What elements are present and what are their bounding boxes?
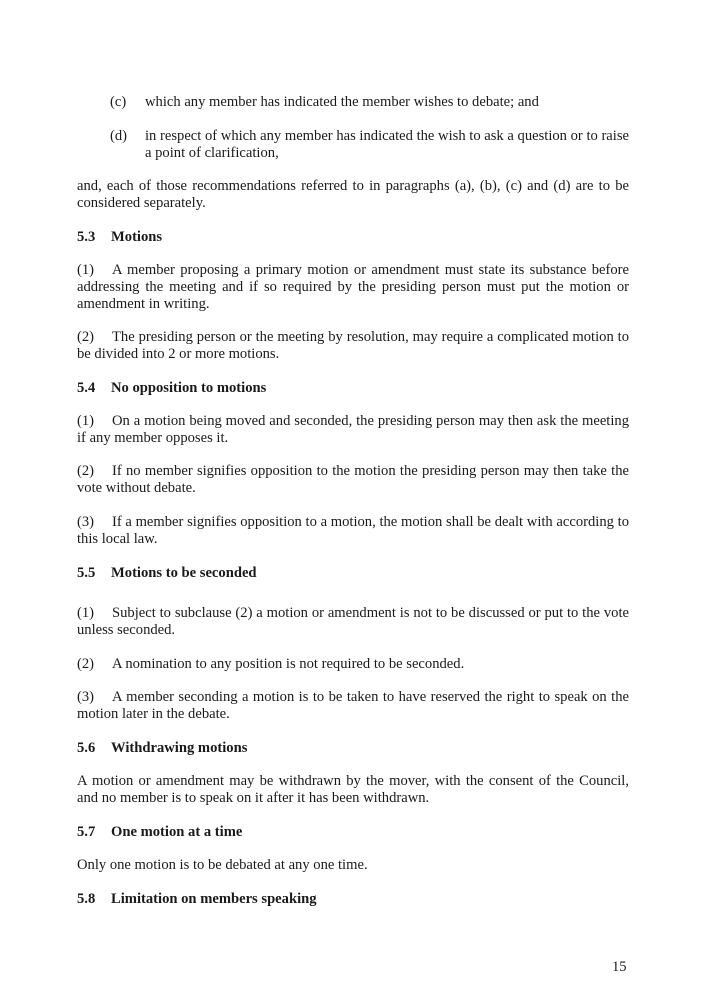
paragraph-text: The presiding person or the meeting by resolution, may require a complicated motion to be divided into 2 or more motions. [77, 329, 629, 362]
section-number: 5.6 [77, 740, 96, 756]
paragraph-number: (2) [77, 656, 95, 672]
paragraph-text: A nomination to any position is not required to be seconded. [112, 656, 465, 672]
list-item-c [110, 94, 629, 111]
section-heading-5-7 [77, 824, 242, 841]
item-text: in respect of which any member has indicated the wish to ask a question or to raise a point of clarification, [145, 128, 629, 161]
paragraph-text: A member seconding a motion is to be taken to have reserved the right to speak on the motion later in the debate. [77, 689, 629, 722]
page-number: 15 [612, 959, 627, 975]
paragraph-text: On a motion being moved and seconded, the presiding person may then ask the meeting if any member opposes it. [77, 413, 629, 446]
paragraph-number: (1) [77, 413, 95, 429]
paragraph-5-3-1 [77, 262, 629, 313]
paragraph-number: (1) [77, 262, 95, 278]
paragraph-5-5-2 [77, 656, 629, 673]
paragraph-5-4-1 [77, 413, 629, 447]
paragraph-5-6: A motion or amendment may be withdrawn by the mover, with the consent of the Council, and no member is to speak on it after it has been withdrawn. [77, 773, 629, 806]
section-heading-5-3 [77, 229, 162, 246]
paragraph-5-4-3 [77, 514, 629, 548]
paragraph-number: (2) [77, 329, 95, 345]
paragraph-text: Subject to subclause (2) a motion or amendment is not to be discussed or put to the vote unless seconded. [77, 605, 629, 638]
paragraph-text: If no member signifies opposition to the motion the presiding person may then take the vote without debate. [77, 463, 629, 496]
section-number: 5.3 [77, 229, 96, 245]
section-title: One motion at a time [111, 824, 243, 840]
paragraph-5-3-2 [77, 329, 629, 363]
paragraph-5-7: Only one motion is to be debated at any one time. [77, 857, 368, 873]
section-title: Limitation on members speaking [111, 891, 317, 907]
section-title: Motions [111, 229, 163, 245]
item-label: (c) [110, 94, 127, 110]
section-number: 5.7 [77, 824, 96, 840]
item-text: which any member has indicated the member wishes to debate; and [145, 94, 539, 110]
section-number: 5.8 [77, 891, 96, 907]
section-title: No opposition to motions [111, 380, 267, 396]
section-title: Motions to be seconded [111, 565, 257, 581]
paragraph-5-5-3 [77, 689, 629, 723]
paragraph-number: (3) [77, 689, 95, 705]
paragraph-5-5-1 [77, 605, 629, 639]
paragraph-number: (1) [77, 605, 95, 621]
list-item-d [110, 128, 629, 162]
section-heading-5-8 [77, 891, 317, 908]
paragraph-number: (2) [77, 463, 95, 479]
paragraph-text: A member proposing a primary motion or amendment must state its substance before addressing the meeting and if so required by the presiding person must put the motion or amendment in writing. [77, 262, 629, 312]
section-heading-5-4 [77, 380, 266, 397]
paragraph-5-4-2 [77, 463, 629, 497]
section-number: 5.4 [77, 380, 96, 396]
intro-closing-paragraph: and, each of those recommendations referred to in paragraphs (a), (b), (c) and (d) are to be considered separately. [77, 178, 629, 211]
paragraph-number: (3) [77, 514, 95, 530]
item-label: (d) [110, 128, 128, 144]
paragraph-text: If a member signifies opposition to a motion, the motion shall be dealt with according to this local law. [77, 514, 629, 547]
section-number: 5.5 [77, 565, 96, 581]
section-title: Withdrawing motions [111, 740, 248, 756]
section-heading-5-6 [77, 740, 247, 757]
section-heading-5-5 [77, 565, 257, 582]
